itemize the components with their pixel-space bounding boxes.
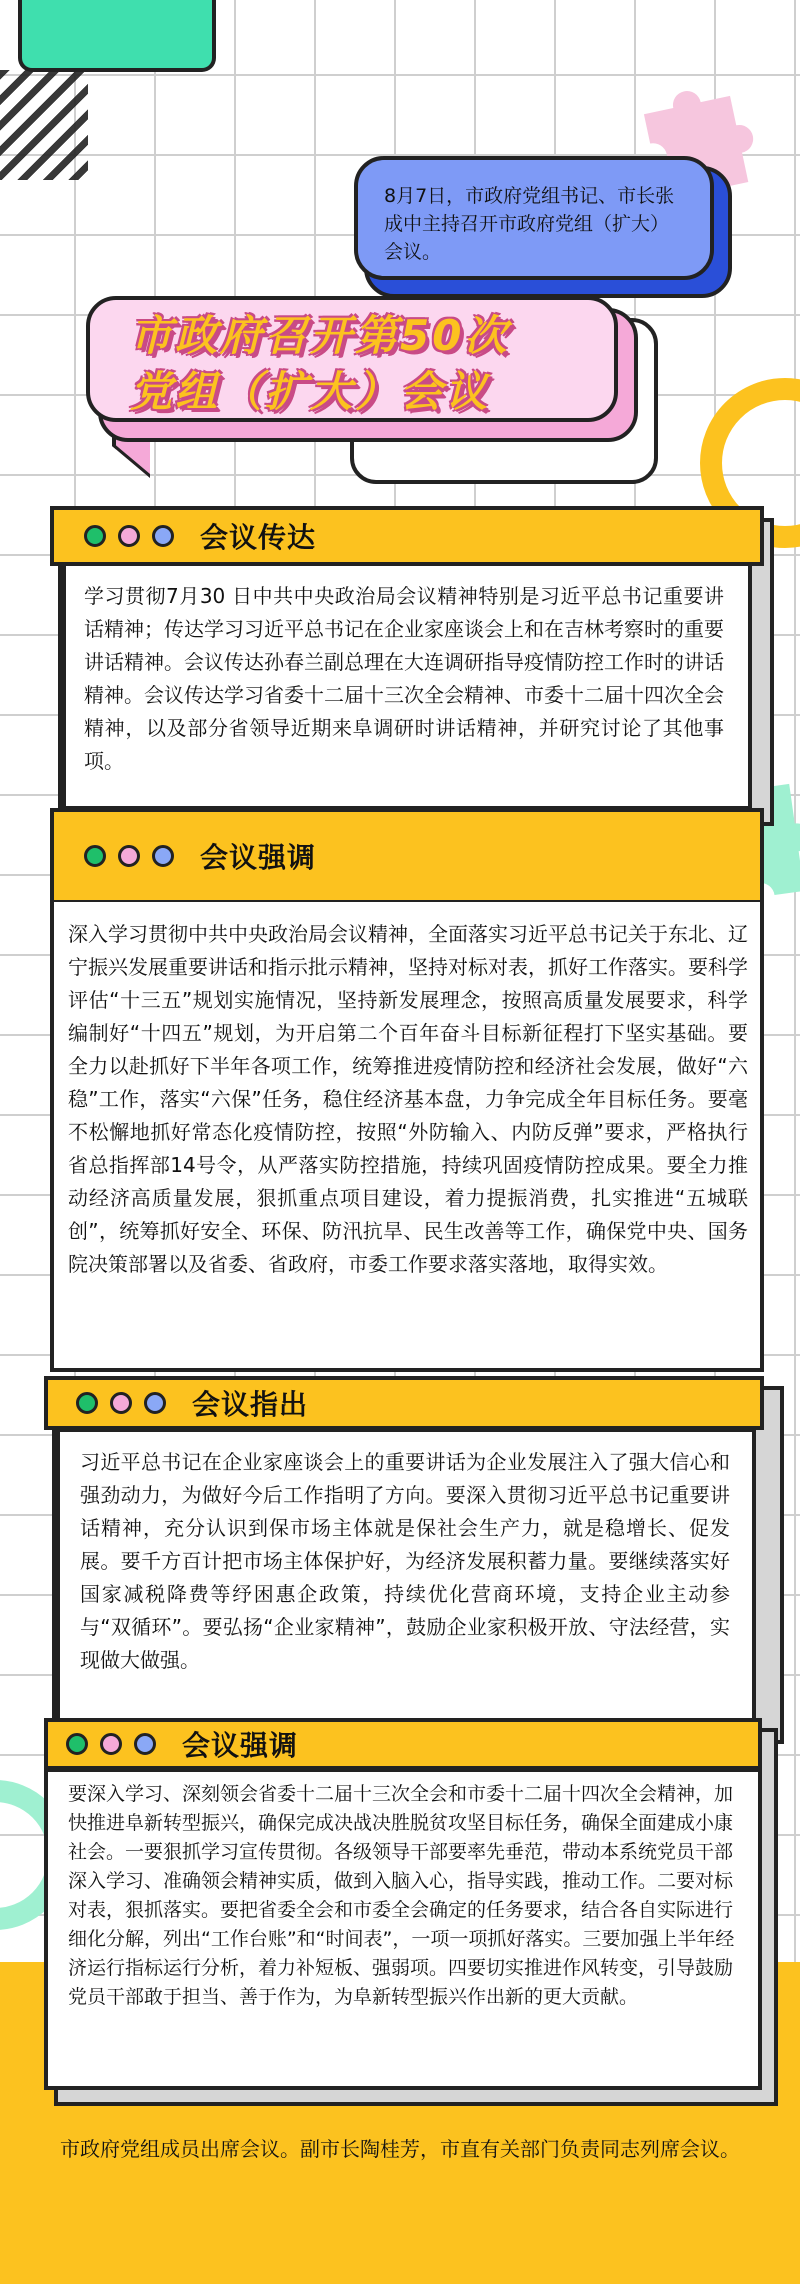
intro-bubble (354, 156, 714, 280)
section-3-text: 习近平总书记在企业家座谈会上的重要讲话为企业发展注入了强大信心和强劲动力，为做好今后工作指明了方向。要深入贯彻习近平总书记重要讲话精神，充分认识到保市场主体就是保社会生产力，就是稳增长、促发展。要千方百计把市场主体保护好，为经济发展积蓄力量。要继续落实好国家减税降费等纾困惠企政策，持续优化营商环境，支持企业主动参与“双循环”。要弘扬“企业家精神”，鼓励企业家积极开放、守法经营，实现做大做强。 (80, 1450, 730, 1672)
footer-text: 市政府党组成员出席会议。副市长陶桂芳，市直有关部门负责同志列席会议。 (60, 2137, 740, 2161)
pink-dot-icon (118, 525, 140, 547)
section-1-body (62, 562, 752, 810)
section-2-text: 深入学习贯彻中共中央政治局会议精神，全面落实习近平总书记关于东北、辽宁振兴发展重要讲话和指示批示精神，坚持对标对表，抓好工作落实。要科学评估“十三五”规划实施情况，坚持新发展理念，按照高质量发展要求，科学编制好“十四五”规划，为开启第二个百年奋斗目标新征程打下坚实基础。要全力以赴抓好下半年各项工作，统筹推进疫情防控和经济社会发展，做好“六稳”工作，落实“六保”任务，稳住经济基本盘，力争完成全年目标任务。要毫不松懈地抓好常态化疫情防控，按照“外防输入、内防反弹”要求，严格执行省总指挥部14号令，从严落实防控措施，持续巩固疫情防控成果。要全力推动经济高质量发展，狠抓重点项目建设，着力提振消费，扎实推进“五城联创”，统筹抓好安全、环保、防汛抗旱、民生改善等工作，确保党中央、国务院决策部署以及省委、省政府，市委工作要求落实落地，取得实效。 (68, 922, 748, 1276)
green-dot-icon (84, 845, 106, 867)
section-2-header (50, 808, 764, 904)
blue-dot-icon (134, 1733, 156, 1755)
section-3-header (44, 1376, 764, 1430)
headline-bubble (86, 296, 618, 422)
green-dot-icon (84, 525, 106, 547)
section-4-title: 会议强调 (182, 1729, 299, 1762)
stripes-decoration (0, 70, 88, 180)
green-block-decoration (18, 0, 216, 72)
section-1-text: 学习贯彻7月30 日中共中央政治局会议精神特别是习近平总书记重要讲话精神；传达学习习近平总书记在企业家座谈会上和在吉林考察时的重要讲话精神。会议传达孙春兰副总理在大连调研指导疫情防控工作时的讲话精神。会议传达学习省委十二届十三次全会精神、市委十二届十四次全会精神，以及部分省领导近期来阜调研时讲话精神，并研究讨论了其他事项。 (84, 584, 724, 773)
headline-line-1: 市政府召开第50次 (130, 311, 510, 360)
section-2-body (50, 902, 764, 1372)
headline-line-2: 党组（扩大）会议 (130, 367, 491, 416)
section-1-header (50, 506, 764, 566)
section-3-body (56, 1428, 756, 1728)
green-dot-icon (76, 1392, 98, 1414)
section-4-body (44, 1768, 762, 2090)
pink-dot-icon (110, 1392, 132, 1414)
section-3-title: 会议指出 (192, 1388, 309, 1421)
section-4-header (44, 1718, 762, 1770)
pink-dot-icon (100, 1733, 122, 1755)
pink-dot-icon (118, 845, 140, 867)
intro-text: 8月7日，市政府党组书记、市长张成中主持召开市政府党组（扩大）会议。 (384, 185, 675, 263)
section-2-title: 会议强调 (200, 841, 317, 874)
blue-dot-icon (152, 845, 174, 867)
blue-dot-icon (152, 525, 174, 547)
green-dot-icon (66, 1733, 88, 1755)
section-1-title: 会议传达 (200, 521, 317, 554)
blue-dot-icon (144, 1392, 166, 1414)
section-4-text: 要深入学习、深刻领会省委十二届十三次全会和市委十二届十四次全会精神，加快推进阜新转型振兴，确保完成决战决胜脱贫攻坚目标任务，确保全面建成小康社会。一要狠抓学习宣传贯彻。各级领导干部要率先垂范，带动本系统党员干部深入学习、准确领会精神实质，做到入脑入心，指导实践，推动工作。二要对标对表，狠抓落实。要把省委全会和市委全会确定的任务要求，结合各自实际进行细化分解，列出“工作台账”和“时间表”，一项一项抓好落实。三要加强上半年经济运行指标运行分析，着力补短板、强弱项。四要切实推进作风转变，引导鼓励党员干部敢于担当、善于作为，为阜新转型振兴作出新的更大贡献。 (68, 1783, 735, 2008)
